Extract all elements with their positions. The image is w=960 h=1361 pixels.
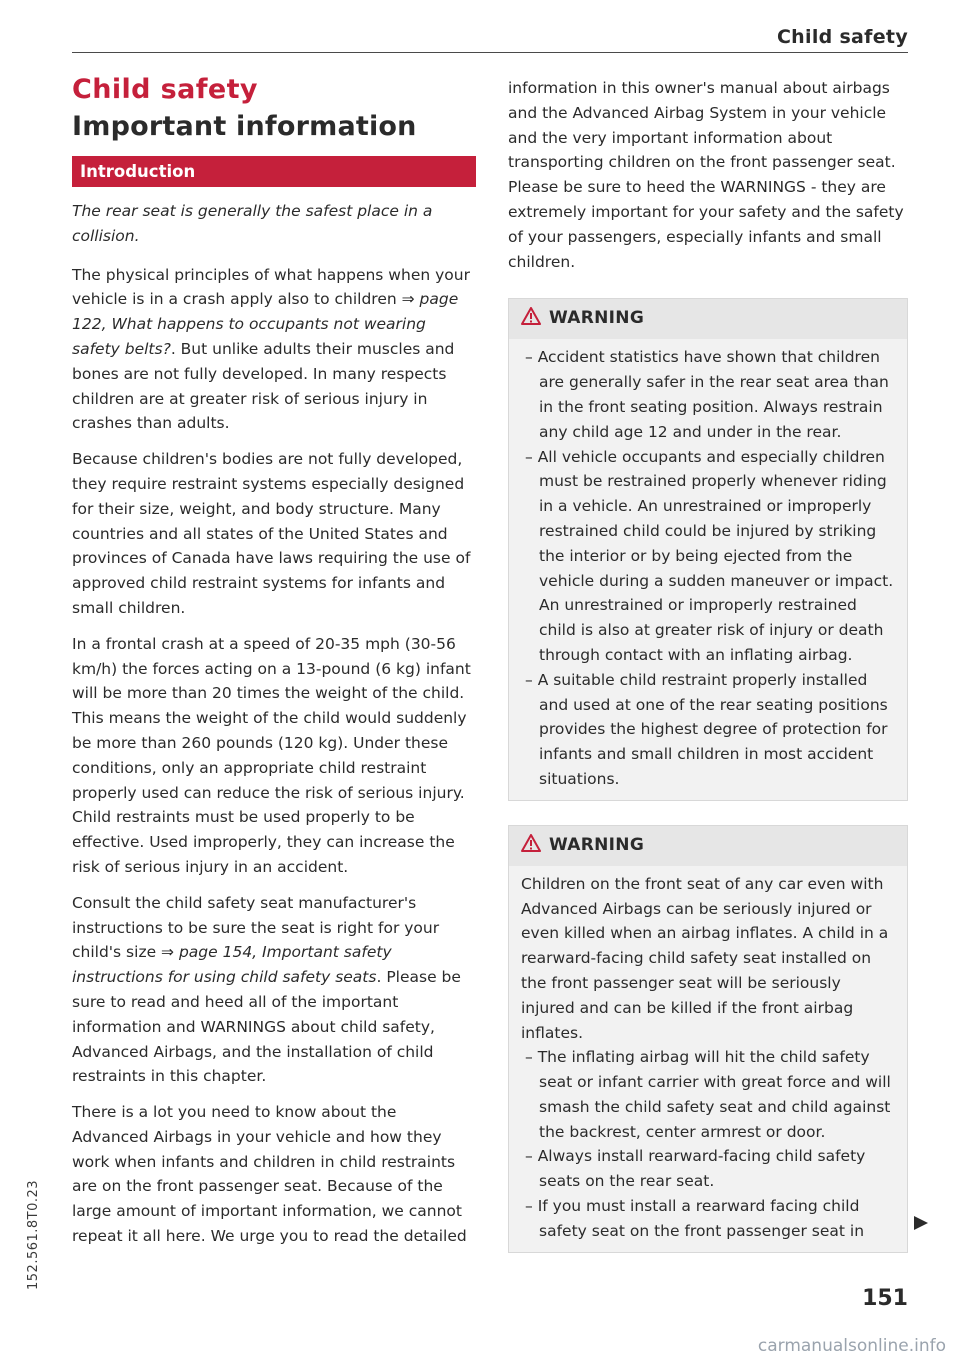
left-column (72, 72, 476, 1260)
document-code: 152.561.8T0.23 (26, 1179, 41, 1290)
text: The physical principles of what happens when your vehicle is in a crash apply also to children (72, 265, 470, 309)
warning-title: WARNING (549, 308, 645, 329)
warning-box-1 (508, 298, 908, 800)
list-item: – The inflating airbag will hit the child safety seat or infant carrier with great force and will smash the child safety seat and child against the backrest, center armrest or door. (521, 1045, 895, 1144)
text: Consult the child safety seat manufacturer's instructions to be sure the seat is right for your child's size (72, 893, 440, 962)
paragraph-2: Because children's bodies are not fully developed, they require restraint systems especially designed for their size, weight, and body structure. Many countries and all states of the United States and provinces of Canada have laws requiring the use of approved child restraint systems for infants and small children. (72, 450, 471, 617)
right-column (508, 76, 908, 1253)
list-item: – Always install rearward-facing child safety seats on the rear seat. (521, 1144, 895, 1194)
paragraph-5: There is a lot you need to know about the Advanced Airbags in your vehicle and how they work when infants and children in child restraints are on the front passenger seat. Because of the large amount of important information, we cannot repeat it all here. We urge you to read the detailed (72, 1103, 467, 1246)
cross-reference-link[interactable]: ⇒ page 122, What happens to occupants not wearing safety belts? (72, 290, 459, 358)
warning-header (509, 826, 907, 866)
warning-header (509, 299, 907, 339)
list-item: – If you must install a rearward facing child safety seat on the front passenger seat in (521, 1194, 895, 1244)
page-number: 151 (862, 1286, 908, 1311)
warning-list (521, 345, 895, 791)
list-item: – Accident statistics have shown that children are generally safer in the rear seat area than in the front seating position. Always restrain any child age 12 and under in the rear. (521, 345, 895, 444)
page-title: Important information (72, 111, 417, 142)
paragraph-1 (72, 263, 476, 437)
warning-intro: Children on the front seat of any car even with Advanced Airbags can be seriously injured or even killed when an airbag inflates. A child in a rearward-facing child safety seat installed on the front passenger seat will be seriously injured and can be killed if the front airbag inflates. (521, 874, 889, 1042)
text: . But unlike adults their muscles and bones are not fully developed. In many respects children are at greater risk of serious injury in crashes than adults. (72, 339, 455, 433)
lead-paragraph: The rear seat is generally the safest place in a collision. (72, 202, 433, 245)
paragraph-3: In a frontal crash at a speed of 20-35 mph (30-56 km/h) the forces acting on a 13-pound (6 kg) infant will be more than 20 times the weight of the child. This means the weight of the child would suddenly be more than 260 pounds (120 kg). Under these conditions, only an appropriate child restraint properly used can reduce the risk of serious injury. Child restraints must be used properly to be effective. Used improperly, they can increase the risk of serious injury in an accident. (72, 634, 471, 876)
list-item: – All vehicle occupants and especially children must be restrained properly whenever riding in a vehicle. An unrestrained or improperly restrained child could be injured by striking the interior or by being ejected from the vehicle during a sudden maneuver or impact. An unrestrained or improperly restrained child is also at greater risk of injury or death through contact with an inflating airbag. (521, 445, 895, 668)
warning-body (509, 866, 907, 1252)
warning-triangle-icon (521, 307, 541, 329)
warning-title: WARNING (549, 834, 645, 855)
warning-triangle-icon (521, 834, 541, 856)
cross-reference-link[interactable]: ⇒ page 154, Important safety instructions for using child safety seats (72, 943, 392, 987)
text: . Please be sure to read and heed all of the important information and WARNINGS about child safety, Advanced Airbags, and the installation of child restraints in this chapter. (72, 968, 461, 1086)
section-heading: Introduction (72, 156, 476, 187)
warning-box-2 (508, 825, 908, 1253)
warning-body (509, 339, 907, 799)
list-item: – A suitable child restraint properly installed and used at one of the rear seating positions provides the highest degree of protection for infants and small children in most accident situations. (521, 668, 895, 792)
warning-list (521, 1045, 895, 1243)
running-header: Child safety (776, 26, 908, 48)
continued-paragraph: information in this owner's manual about airbags and the Advanced Airbag System in your vehicle and the very important information about transporting children on the front passenger seat. Please be sure to heed the WARNINGS - they are extremely important for your safety and the safety of your passengers, especially infants and small children. (508, 79, 904, 271)
watermark: carmanualsonline.info (757, 1336, 946, 1356)
paragraph-4 (72, 891, 476, 1089)
header-divider (72, 52, 908, 53)
continue-arrow-icon (912, 1215, 930, 1235)
chapter-title: Child safety (72, 74, 258, 105)
